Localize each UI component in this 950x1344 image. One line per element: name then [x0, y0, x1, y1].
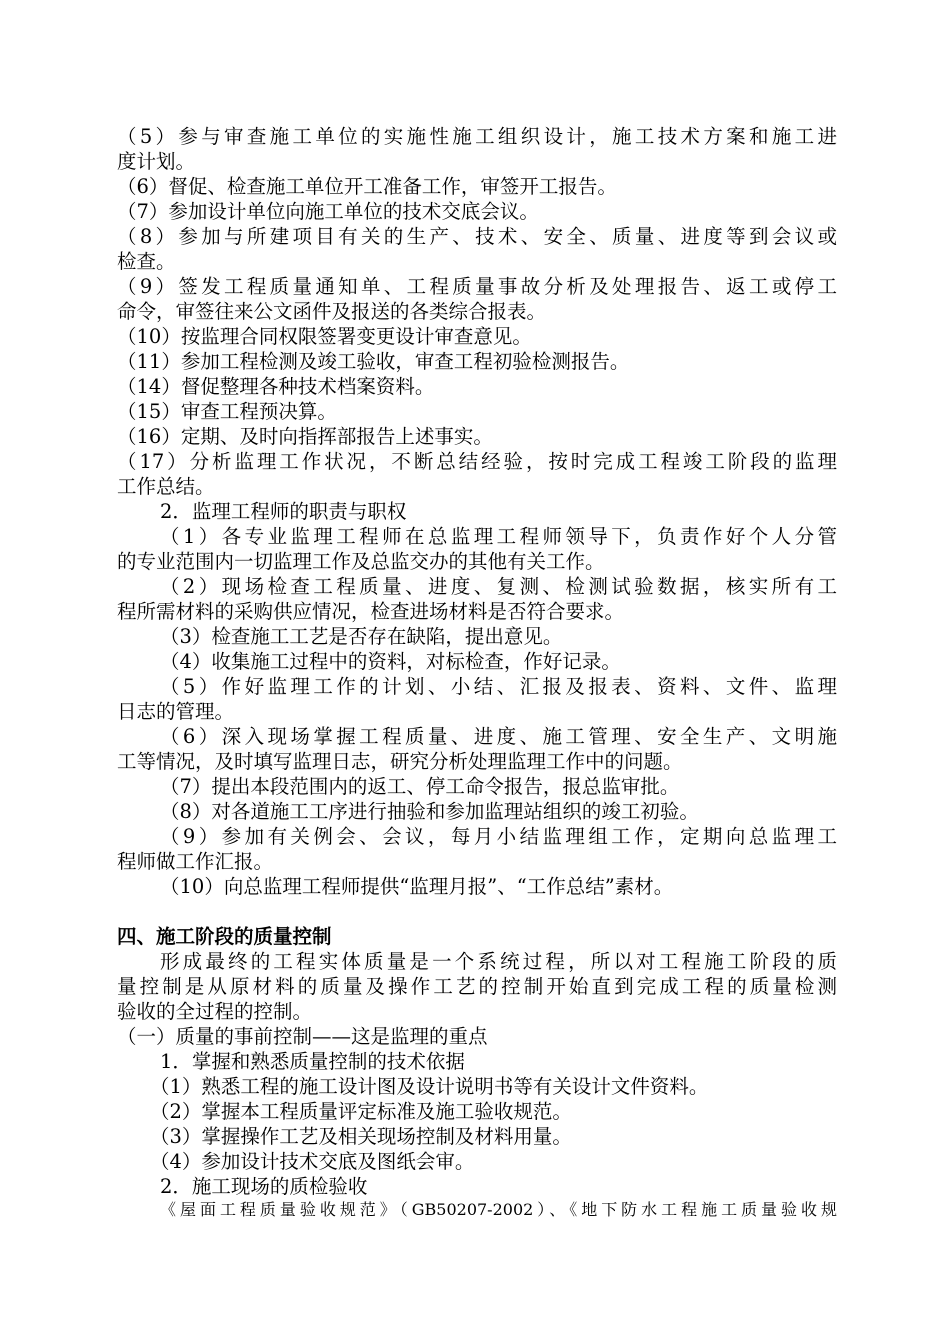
text-line: （5）作好监理工作的计划、小结、汇报及报表、资料、文件、监理 [160, 675, 837, 698]
text-line: 的专业范围内一切监理工作及总监交办的其他有关工作。 [117, 550, 605, 573]
text-line: 验收的全过程的控制。 [117, 1000, 313, 1023]
text-line: （8）对各道施工工序进行抽验和参加监理站组织的竣工初验。 [160, 800, 699, 823]
text-line: （7）参加设计单位向施工单位的技术交底会议。 [117, 200, 539, 223]
text-line: （3）检查施工工艺是否存在缺陷，提出意见。 [160, 625, 563, 648]
subsection-title: （一）质量的事前控制——这是监理的重点 [117, 1025, 488, 1048]
text-line: （4）收集施工过程中的资料，对标检查，作好记录。 [160, 650, 621, 673]
text-line: （10）向总监理工程师提供“监理月报”、“工作总结”素材。 [160, 875, 674, 898]
text-line: （2）现场检查工程质量、进度、复测、检测试验数据，核实所有工 [160, 575, 837, 598]
text-line: 程师做工作汇报。 [117, 850, 274, 873]
text-line: 日志的管理。 [117, 700, 235, 723]
text-line: （16）定期、及时向指挥部报告上述事实。 [117, 425, 493, 448]
subsection-item: 1．掌握和熟悉质量控制的技术依据 [160, 1050, 465, 1073]
text-line: 工作总结。 [117, 475, 215, 498]
text-line: 命令，审签往来公文函件及报送的各类综合报表。 [117, 300, 547, 323]
text-line: 程所需材料的采购供应情况，检查进场材料是否符合要求。 [117, 600, 625, 623]
text-line: （1）熟悉工程的施工设计图及设计说明书等有关设计文件资料。 [150, 1075, 709, 1098]
text-line: （2）掌握本工程质量评定标准及施工验收规范。 [150, 1100, 572, 1123]
text-line: （6）深入现场掌握工程质量、进度、施工管理、安全生产、文明施 [160, 725, 837, 748]
text-line: （9）参加有关例会、会议，每月小结监理组工作，定期向总监理工 [160, 825, 837, 848]
text-line-small: 《屋面工程质量验收规范》（GB50207-2002）、《地下防水工程施工质量验收规 [160, 1200, 837, 1219]
text-line: （15）审查工程预决算。 [117, 400, 337, 423]
text-line: 工等情况，及时填写监理日志，研究分析处理监理工作中的问题。 [117, 750, 683, 773]
text-line: 形成最终的工程实体质量是一个系统过程，所以对工程施工阶段的质 [160, 950, 837, 973]
text-line: （6）督促、检查施工单位开工准备工作，审签开工报告。 [117, 175, 617, 198]
text-line: （14）督促整理各种技术档案资料。 [117, 375, 435, 398]
text-line: （3）掌握操作工艺及相关现场控制及材料用量。 [150, 1125, 572, 1148]
text-line: （11）参加工程检测及竣工验收，审查工程初验检测报告。 [117, 350, 630, 373]
section-subtitle: 2．监理工程师的职责与职权 [160, 500, 407, 523]
subsection-item: 2．施工现场的质检验收 [160, 1175, 368, 1198]
text-line: 度计划。 [117, 150, 196, 173]
text-line: （7）提出本段范围内的返工、停工命令报告，报总监审批。 [160, 775, 680, 798]
text-line: （8）参加与所建项目有关的生产、技术、安全、质量、进度等到会议或 [117, 225, 837, 248]
text-line: 量控制是从原材料的质量及操作工艺的控制开始直到完成工程的质量检测 [117, 975, 837, 998]
text-line: （17）分析监理工作状况，不断总结经验，按时完成工程竣工阶段的监理 [117, 450, 837, 473]
text-line: （4）参加设计技术交底及图纸会审。 [150, 1150, 475, 1173]
text-line: （5）参与审查施工单位的实施性施工组织设计，施工技术方案和施工进 [117, 125, 837, 148]
text-line: （10）按监理合同权限签署变更设计审查意见。 [117, 325, 532, 348]
section-heading: 四、施工阶段的质量控制 [117, 925, 332, 948]
text-line: 检查。 [117, 250, 176, 273]
text-line: （9）签发工程质量通知单、工程质量事故分析及处理报告、返工或停工 [117, 275, 837, 298]
text-line: （1）各专业监理工程师在总监理工程师领导下，负责作好个人分管 [160, 525, 837, 548]
